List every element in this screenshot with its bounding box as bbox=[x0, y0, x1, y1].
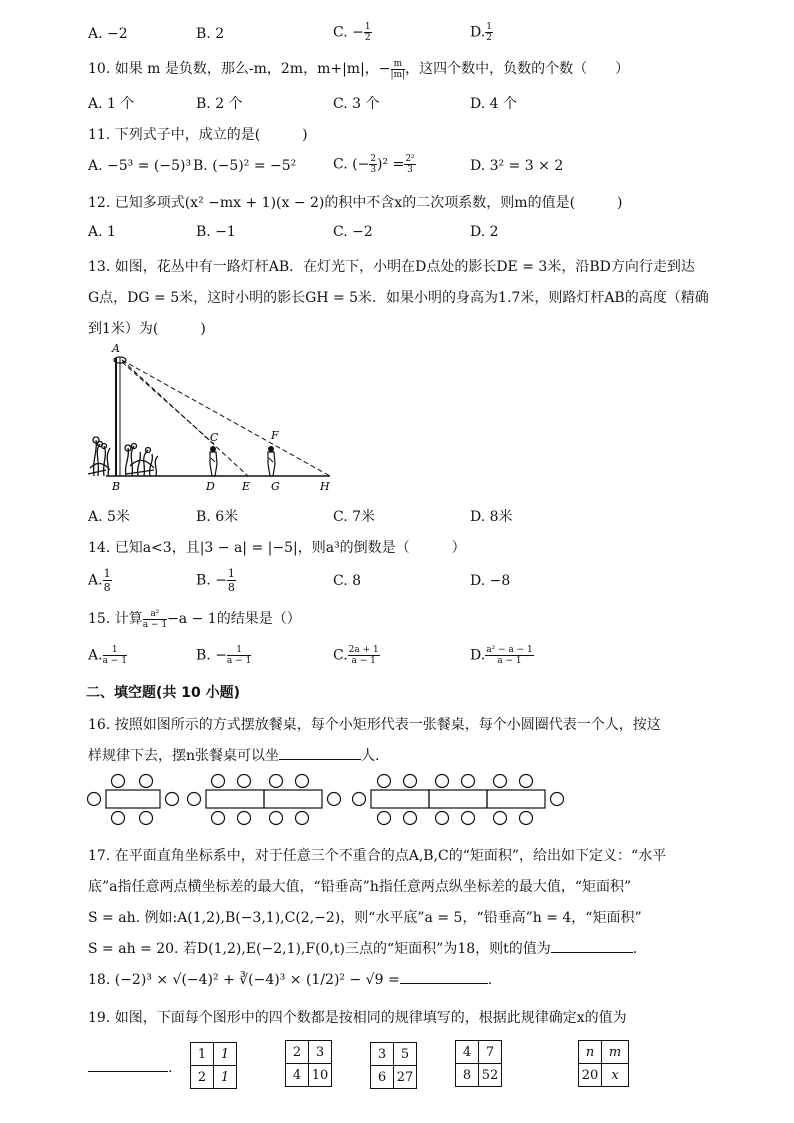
q13-option-b: B. 6米 bbox=[196, 509, 239, 525]
q17-line-4: S = ah = 20. 若D(1,2),E(−2,1),F(0,t)三点的“矩面积”为18，则t的值为 . bbox=[88, 941, 638, 957]
grid-cell: n bbox=[579, 1041, 602, 1064]
grid-cell: 2 bbox=[286, 1041, 309, 1064]
grid-cell: m bbox=[602, 1041, 629, 1064]
q17-line-2: 底”a指任意两点横坐标差的最大值，“铅垂高”h指任意两点纵坐标差的最大值，“矩面积” bbox=[88, 879, 632, 895]
q12-option-b: B. −1 bbox=[196, 224, 236, 240]
person-at-d bbox=[210, 446, 217, 476]
grid-cell: 27 bbox=[394, 1066, 417, 1089]
label-c: C bbox=[210, 431, 219, 444]
q11-option-c: C. (− $\frac{2}{3}$ )² = $\frac{\text{2²}}{3}$ bbox=[333, 154, 415, 175]
q10-option-b: B. 2 个 bbox=[196, 96, 243, 112]
q14-option-d: D. −8 bbox=[470, 573, 511, 589]
q15-option-d: D. $\frac{\text{a² − a − 1}}{a - 1}$ bbox=[470, 645, 533, 666]
q11-option-a: A. −5³ = (−5)³ bbox=[88, 158, 192, 174]
grid-cell: 1 bbox=[214, 1066, 237, 1089]
one-table-arrangement bbox=[88, 775, 179, 825]
q11-option-d: D. 3² = 3 × 2 bbox=[470, 158, 564, 174]
flower-bush bbox=[88, 437, 158, 476]
q19-grid-4 bbox=[455, 1040, 502, 1087]
grid-cell: 3 bbox=[371, 1043, 394, 1066]
grid-cell: 6 bbox=[371, 1066, 394, 1089]
q15-option-a: A. $\frac{1}{a - 1}$ bbox=[88, 645, 127, 666]
grid-cell: 1 bbox=[214, 1043, 237, 1066]
q18-stem: 18. (−2)³ × √(−4)² + ∛(−4)³ × (1/2)² − √9 = . bbox=[88, 972, 493, 988]
label-b: B bbox=[112, 480, 121, 493]
grid-cell: 8 bbox=[456, 1064, 479, 1087]
grid-cell: 52 bbox=[479, 1064, 502, 1087]
q19-grid-3 bbox=[370, 1042, 417, 1089]
grid-cell: 10 bbox=[309, 1064, 332, 1087]
two-table-arrangement bbox=[188, 775, 341, 825]
q10-option-a: A. 1 个 bbox=[88, 96, 135, 112]
q9-option-b: B. 2 bbox=[196, 26, 225, 42]
q12-option-c: C. −2 bbox=[333, 224, 373, 240]
grid-cell: 5 bbox=[394, 1043, 417, 1066]
q9-option-a: A. −2 bbox=[88, 26, 128, 42]
q10-stem: 10. 如果 m 是负数，那么-m，2m，m+|m|，− $\frac{m}{|m|}$ ，这四个数中，负数的个数（ ） bbox=[88, 58, 630, 80]
grid-cell: 3 bbox=[309, 1041, 332, 1064]
label-g: G bbox=[271, 480, 280, 493]
grid-cell: 4 bbox=[286, 1064, 309, 1087]
q12-stem: 12. 已知多项式(x² −mx + 1)(x − 2)的积中不含x的二次项系数，则m的值是( ) bbox=[88, 195, 623, 211]
q14-option-c: C. 8 bbox=[333, 573, 362, 589]
grid-cell: 20 bbox=[579, 1064, 602, 1087]
q19-line-1: 19. 如图，下面每个图形中的四个数都是按相同的规律填写的，根据此规律确定x的值为 bbox=[88, 1010, 627, 1026]
q9-option-d: D. $\frac{1}{2}$ bbox=[470, 22, 492, 43]
grid-cell: 1 bbox=[191, 1043, 214, 1066]
q13-lamp-figure bbox=[86, 340, 346, 495]
q15-stem: 15. 计算 $\frac{\text{a²}}{a - 1}$ −a − 1的结果是（） bbox=[88, 608, 301, 630]
q14-stem: 14. 已知a<3，且|3 − a| = |−5|，则a³的倒数是（ ） bbox=[88, 540, 466, 556]
label-d: D bbox=[206, 480, 215, 493]
label-a: A bbox=[112, 342, 120, 355]
grid-cell: 2 bbox=[191, 1066, 214, 1089]
q11-option-b: B. (−5)² = −5² bbox=[193, 158, 297, 174]
grid-cell: 4 bbox=[456, 1041, 479, 1064]
q13-line-3: 到1米）为( ) bbox=[88, 321, 206, 337]
q15-option-b: B. − $\frac{1}{a - 1}$ bbox=[196, 645, 252, 666]
q10-option-d: D. 4 个 bbox=[470, 96, 517, 112]
q19-grid-1 bbox=[190, 1042, 237, 1089]
q19-answer-blank[interactable] bbox=[88, 1071, 168, 1072]
q19-grid-2 bbox=[285, 1040, 332, 1087]
q17-line-1: 17. 在平面直角坐标系中，对于任意三个不重合的点A,B,C的“矩面积”，给出如下定义：“水平 bbox=[88, 848, 667, 864]
q10-option-c: C. 3 个 bbox=[333, 96, 380, 112]
q16-line-2: 样规律下去，摆n张餐桌可以坐 人. bbox=[88, 748, 380, 764]
q17-line-3: S = ah. 例如:A(1,2),B(−3,1),C(2,−2)，则“水平底”a = 5，“铅垂高”h = 4，“矩面积” bbox=[88, 910, 642, 926]
q19-grid-5 bbox=[578, 1040, 629, 1087]
q16-answer-blank[interactable] bbox=[279, 759, 361, 760]
q13-option-a: A. 5米 bbox=[88, 509, 130, 525]
q15-option-c: C. $\frac{2a + 1}{a - 1}$ bbox=[333, 645, 379, 666]
q16-line-1: 16. 按照如图所示的方式摆放餐桌，每个小矩形代表一张餐桌，每个小圆圈代表一个人，按这 bbox=[88, 717, 661, 733]
q13-option-d: D. 8米 bbox=[470, 509, 513, 525]
person-at-g bbox=[268, 446, 275, 476]
label-h: H bbox=[320, 480, 330, 493]
label-f: F bbox=[271, 429, 279, 442]
q9-option-c: C. − $\frac{1}{2}$ bbox=[333, 22, 371, 43]
q13-line-1: 13. 如图，花丛中有一路灯杆AB．在灯光下，小明在D点处的影长DE = 3米，沿BD方向行走到达 bbox=[88, 259, 695, 275]
label-e: E bbox=[242, 480, 251, 493]
q14-option-a: A. $\frac{1}{8}$ bbox=[88, 567, 111, 594]
q14-option-b: B. − $\frac{1}{8}$ bbox=[196, 567, 235, 594]
three-table-arrangement bbox=[353, 775, 564, 825]
q13-option-c: C. 7米 bbox=[333, 509, 376, 525]
q12-option-d: D. 2 bbox=[470, 224, 499, 240]
grid-cell: 7 bbox=[479, 1041, 502, 1064]
q18-answer-blank[interactable] bbox=[400, 983, 488, 984]
q19-answer-line: . bbox=[88, 1060, 172, 1076]
q12-option-a: A. 1 bbox=[88, 224, 116, 240]
q13-line-2: G点，DG = 5米，这时小明的影长GH = 5米．如果小明的身高为1.7米，则路灯杆AB的高度（精确 bbox=[88, 290, 709, 306]
q16-tables-figure bbox=[84, 770, 564, 830]
q11-stem: 11. 下列式子中，成立的是( ) bbox=[88, 127, 308, 143]
section-fill-in-title: 二、填空题(共 10 小题) bbox=[86, 685, 241, 701]
q17-answer-blank[interactable] bbox=[551, 952, 633, 953]
grid-cell: x bbox=[602, 1064, 629, 1087]
